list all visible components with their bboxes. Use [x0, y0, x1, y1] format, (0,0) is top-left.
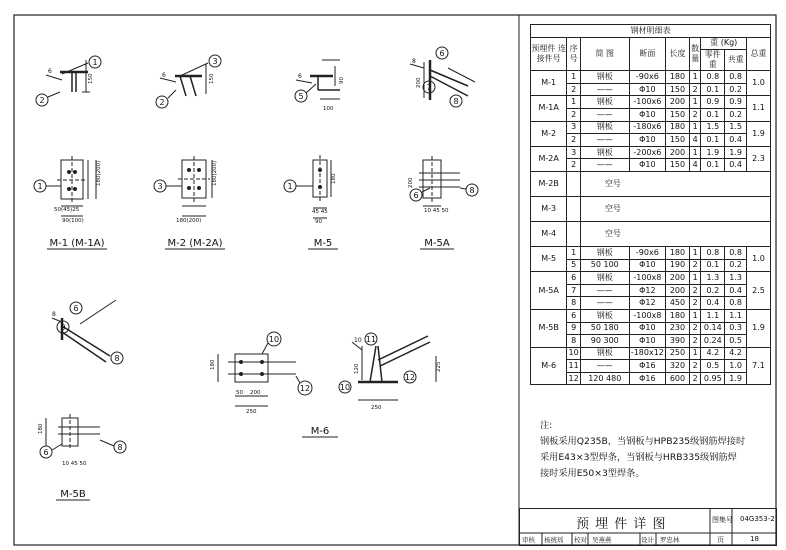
weld-size-3: 6 [298, 73, 302, 80]
weld-size-6: 10 [354, 337, 362, 344]
cell-seq: 2 [567, 83, 581, 96]
cell-seq: 1 [567, 71, 581, 84]
cell-sum-weight: 1.9 [725, 146, 747, 159]
cell-qty: 1 [689, 121, 700, 134]
cell-sketch: 钢板 [580, 146, 629, 159]
cell-length: 180 [666, 121, 690, 134]
table-row [531, 360, 771, 373]
dim-m2-180: 180(200) [212, 160, 218, 186]
cell-length: 150 [666, 134, 690, 147]
cell-length: 150 [666, 108, 690, 121]
cell-seq: 11 [567, 360, 581, 373]
atlas-number: 04G353-2 [740, 515, 775, 523]
cell-qty: 2 [689, 335, 700, 348]
cell-length: 200 [666, 284, 690, 297]
m5b-plan [40, 414, 126, 458]
cell-section: Φ16 [629, 360, 665, 373]
dim-m5a-200: 200 [416, 77, 422, 88]
dim-m5-90b: 90 [315, 219, 322, 225]
cell-sum-weight: 4.2 [725, 347, 747, 360]
table-row [531, 284, 771, 297]
cell-unit-weight: 1.9 [701, 146, 725, 159]
table-row [531, 272, 771, 285]
cell-section: Φ16 [629, 372, 665, 385]
cell-qty: 1 [689, 309, 700, 322]
cell-total: 1.9 [747, 309, 771, 347]
cell-section: Φ10 [629, 159, 665, 172]
cell-sum-weight: 0.2 [725, 108, 747, 121]
dim-m5b-104550: 10 45 50 [62, 461, 87, 467]
col-length: 长度 [666, 37, 690, 71]
review-label: 审核 [522, 536, 535, 544]
cell-sketch: —— [580, 284, 629, 297]
cell-section: Φ12 [629, 284, 665, 297]
col-total: 总重 [747, 37, 771, 71]
cell-unit-weight: 1.3 [701, 272, 725, 285]
table-row [531, 146, 771, 159]
cell-unit-weight: 0.5 [701, 360, 725, 373]
cell-total: 2.5 [747, 272, 771, 310]
cell-sketch: 120 480 [580, 372, 629, 385]
page-label: 页 [717, 536, 724, 544]
cell-total: 2.3 [747, 146, 771, 171]
dim-m6-200: 200 [250, 390, 261, 396]
cell-length: 230 [666, 322, 690, 335]
cell-section: -100x6 [629, 96, 665, 109]
cell-unit-weight: 0.8 [701, 71, 725, 84]
col-unit-weight: 零件重 [701, 50, 725, 71]
cell-section: Φ10 [629, 83, 665, 96]
cell-section: Φ12 [629, 297, 665, 310]
callout-1c: 1 [287, 182, 293, 191]
cell-sketch: —— [580, 83, 629, 96]
review-name: 杨统瑶 [544, 536, 564, 544]
cell-sketch: 钢板 [580, 309, 629, 322]
cell-sum-weight: 0.2 [725, 259, 747, 272]
cell-sketch: 50 100 [580, 259, 629, 272]
cell-qty: 1 [689, 347, 700, 360]
cell-sum-weight: 0.8 [725, 71, 747, 84]
callout-2b: 2 [159, 98, 165, 107]
cell-qty: 2 [689, 83, 700, 96]
cell-unit-weight: 0.95 [701, 372, 725, 385]
cell-sketch: 钢板 [580, 272, 629, 285]
callout-6d: 6 [43, 448, 49, 457]
cell-unit-weight: 0.1 [701, 134, 725, 147]
dim-m6-180: 180 [210, 359, 216, 370]
cell-id: M-4 [531, 221, 567, 246]
dim-m5-4545: 45 45 [312, 209, 328, 215]
cell-seq: 8 [567, 335, 581, 348]
cell-sketch: 钢板 [580, 71, 629, 84]
cell-sketch: 钢板 [580, 121, 629, 134]
cell-qty: 2 [689, 360, 700, 373]
callout-5: 5 [298, 92, 304, 101]
cell-qty: 4 [689, 134, 700, 147]
cell-sketch: 钢板 [580, 96, 629, 109]
cell-total: 7.1 [747, 347, 771, 385]
cell-seq: 12 [567, 372, 581, 385]
dim-m2-150: 150 [209, 73, 215, 84]
cell-length: 190 [666, 259, 690, 272]
cell-seq: 6 [567, 272, 581, 285]
cell-sum-weight: 0.4 [725, 284, 747, 297]
dim-m1-5025: 50(45)25 [54, 207, 80, 213]
weld-size: 6 [48, 68, 52, 75]
cell-seq: 1 [567, 96, 581, 109]
callout-12b: 12 [404, 373, 416, 382]
cell-section: Φ10 [629, 322, 665, 335]
cell-seq: 1 [567, 246, 581, 259]
cell-total: 1.9 [747, 121, 771, 146]
notes [540, 418, 780, 482]
cell-sketch: 钢板 [580, 347, 629, 360]
cell-section: Φ10 [629, 134, 665, 147]
cell-qty: 1 [689, 71, 700, 84]
cell-empty: 空号 [580, 171, 770, 196]
cell-unit-weight: 0.2 [701, 284, 725, 297]
cell-length: 390 [666, 335, 690, 348]
cell-qty: 2 [689, 322, 700, 335]
cell-unit-weight: 4.2 [701, 347, 725, 360]
title-m5: M-5 [313, 238, 333, 249]
check-name: 吴燕燕 [592, 536, 612, 544]
col-id: 预埋件 连接件号 [531, 37, 567, 71]
notes-heading: 注: [540, 420, 553, 431]
cell-section: -100x8 [629, 309, 665, 322]
col-weight: 重 (Kg) [701, 37, 747, 50]
cell-seq: 3 [567, 146, 581, 159]
steel-schedule-table [530, 24, 771, 385]
col-sketch: 简 图 [580, 37, 629, 71]
cell-unit-weight: 0.1 [701, 83, 725, 96]
cell-total: 1.0 [747, 71, 771, 96]
cell-unit-weight: 0.24 [701, 335, 725, 348]
cell-qty: 2 [689, 108, 700, 121]
dim-m1-180: 180(200) [96, 160, 102, 186]
cell-unit-weight: 1.5 [701, 121, 725, 134]
cell-id: M-3 [531, 196, 567, 221]
cell-sum-weight: 1.3 [725, 272, 747, 285]
callout-10b: 10 [339, 383, 351, 392]
cell-section: Φ10 [629, 335, 665, 348]
cell-id: M-6 [531, 347, 567, 385]
dim-m1-150: 150 [88, 73, 94, 84]
dim-m5-100: 100 [323, 106, 334, 112]
col-seq: 序号 [567, 37, 581, 71]
cell-length: 180 [666, 246, 690, 259]
cell-sum-weight: 0.8 [725, 246, 747, 259]
cell-seq: 5 [567, 259, 581, 272]
table-row [531, 297, 771, 310]
callout-9: 9 [60, 323, 66, 332]
page-number: 18 [750, 535, 759, 543]
cell-length: 200 [666, 96, 690, 109]
cell-empty: 空号 [580, 196, 770, 221]
check-label: 校对 [574, 536, 587, 544]
col-section: 断面 [629, 37, 665, 71]
cell-seq: 8 [567, 297, 581, 310]
cell-sketch: —— [580, 134, 629, 147]
cell-sum-weight: 0.8 [725, 297, 747, 310]
cell-total: 1.0 [747, 246, 771, 271]
table-row [531, 322, 771, 335]
dim-m5a-200b: 200 [408, 177, 414, 188]
dim-m6-250b: 250 [371, 405, 382, 411]
cell-unit-weight: 0.9 [701, 96, 725, 109]
table-row [531, 134, 771, 147]
callout-8c: 8 [114, 354, 120, 363]
cell-id: M-2B [531, 171, 567, 196]
cell-seq: 6 [567, 309, 581, 322]
m5b-elevation [52, 300, 123, 364]
table-row [531, 335, 771, 348]
callout-2: 2 [39, 96, 45, 105]
cell-empty: 空号 [580, 221, 770, 246]
m6-plan [218, 332, 312, 406]
cell-qty: 1 [689, 96, 700, 109]
cell-section: Φ10 [629, 259, 665, 272]
cell-id: M-5B [531, 309, 567, 347]
callout-1b: 1 [37, 182, 43, 191]
design-name: 罗忠林 [660, 536, 680, 544]
cell-sum-weight: 0.9 [725, 96, 747, 109]
callout-11: 11 [365, 335, 377, 344]
m2-plan [154, 156, 212, 216]
m5a-plan [410, 156, 478, 206]
dim-m1-90: 90(100) [62, 218, 84, 224]
title-m6: M-6 [310, 426, 330, 437]
dim-m5a-104550: 10 45 50 [424, 208, 449, 214]
cell-seq: 10 [567, 347, 581, 360]
cell-qty: 4 [689, 159, 700, 172]
dim-m6-50: 50 [236, 390, 243, 396]
callout-3: 3 [212, 57, 218, 66]
table-row [531, 221, 771, 246]
cell-sum-weight: 1.0 [725, 360, 747, 373]
notes-line-1: 钢板采用Q235B，当钢板与HPB235级钢筋焊接时 [540, 436, 746, 447]
callout-10: 10 [268, 335, 280, 344]
cell-sketch: —— [580, 108, 629, 121]
cell-unit-weight: 0.8 [701, 246, 725, 259]
cell-sum-weight: 0.2 [725, 83, 747, 96]
table-row [531, 171, 771, 196]
cell-id: M-1 [531, 71, 567, 96]
weld-size-2: 6 [162, 72, 166, 79]
callout-6c: 6 [73, 304, 79, 313]
title-m2: M-2 (M-2A) [167, 238, 223, 249]
title-m5a: M-5A [424, 238, 450, 249]
callout-8b: 8 [469, 186, 475, 195]
table-row [531, 108, 771, 121]
cell-sketch: —— [580, 297, 629, 310]
title-m5b: M-5B [60, 489, 86, 500]
cell-total: 1.1 [747, 96, 771, 121]
atlas-label: 图集号 [712, 516, 733, 524]
cell-id: M-2 [531, 121, 567, 146]
table-row [531, 96, 771, 109]
cell-section: -90x6 [629, 246, 665, 259]
callout-12: 12 [299, 384, 311, 393]
cell-sum-weight: 1.5 [725, 121, 747, 134]
design-label: 设计 [641, 536, 654, 544]
dim-m5b-180: 180 [38, 423, 44, 434]
cell-qty: 2 [689, 372, 700, 385]
cell-length: 150 [666, 159, 690, 172]
cell-seq: 2 [567, 159, 581, 172]
table-title: 钢材明细表 [531, 25, 771, 38]
cell-length: 250 [666, 347, 690, 360]
dim-m6-250: 250 [246, 409, 257, 415]
cell-id: M-2A [531, 146, 567, 171]
callout-3b: 3 [157, 182, 163, 191]
callout-8d: 8 [117, 443, 123, 452]
table-row [531, 309, 771, 322]
cell-seq: 2 [567, 108, 581, 121]
callout-6b: 6 [413, 191, 419, 200]
title-m1: M-1 (M-1A) [49, 238, 105, 249]
col-qty: 数量 [689, 37, 700, 71]
cell-sum-weight: 0.5 [725, 335, 747, 348]
cell-qty: 1 [689, 272, 700, 285]
dim-m6-120: 120 [354, 363, 360, 374]
dim-m5-180: 180 [331, 173, 337, 184]
table-row [531, 372, 771, 385]
cell-unit-weight: 0.1 [701, 108, 725, 121]
table-row [531, 347, 771, 360]
cell-length: 600 [666, 372, 690, 385]
callout-6: 6 [439, 49, 445, 58]
cell-qty: 2 [689, 284, 700, 297]
cell-sketch: 50 180 [580, 322, 629, 335]
cell-section: Φ10 [629, 108, 665, 121]
cell-sketch: —— [580, 159, 629, 172]
cell-length: 150 [666, 83, 690, 96]
cell-qty: 1 [689, 246, 700, 259]
notes-line-2: 采用E43×3型焊条，当钢板与HRB335级钢筋焊 [540, 452, 737, 463]
cell-length: 200 [666, 272, 690, 285]
cell-unit-weight: 0.1 [701, 159, 725, 172]
cell-id: M-5A [531, 272, 567, 310]
table-row [531, 71, 771, 84]
cell-qty: 2 [689, 259, 700, 272]
cell-seq: 7 [567, 284, 581, 297]
cell-sketch: 钢板 [580, 246, 629, 259]
table-row [531, 121, 771, 134]
col-sum-weight: 共重 [725, 50, 747, 71]
drawing-title: 预 埋 件 详 图 [576, 517, 667, 532]
callout-1: 1 [92, 58, 98, 67]
cell-id: M-5 [531, 246, 567, 271]
cell-section: -180x12 [629, 347, 665, 360]
callout-7: 7 [426, 83, 432, 92]
table-row [531, 259, 771, 272]
cell-sum-weight: 1.9 [725, 372, 747, 385]
weld-size-5: 8 [52, 311, 56, 318]
table-row [531, 83, 771, 96]
notes-line-3: 接时采用E50×3型焊条。 [540, 468, 645, 479]
table-row [531, 159, 771, 172]
cell-unit-weight: 1.1 [701, 309, 725, 322]
cell-seq: 3 [567, 121, 581, 134]
cell-sum-weight: 0.4 [725, 159, 747, 172]
cell-qty: 2 [689, 297, 700, 310]
cell-qty: 1 [689, 146, 700, 159]
cell-section: -180x6 [629, 121, 665, 134]
cell-length: 320 [666, 360, 690, 373]
cell-sketch: —— [580, 360, 629, 373]
cell-section: -90x6 [629, 71, 665, 84]
table-row [531, 196, 771, 221]
callout-8: 8 [453, 97, 459, 106]
cell-sum-weight: 1.1 [725, 309, 747, 322]
cell-unit-weight: 0.4 [701, 297, 725, 310]
cell-length: 200 [666, 146, 690, 159]
dim-m2-180b: 180(200) [176, 218, 202, 224]
cell-seq: 2 [567, 134, 581, 147]
title-block [519, 508, 777, 546]
cell-sum-weight: 0.3 [725, 322, 747, 335]
table-row [531, 246, 771, 259]
cell-seq: 9 [567, 322, 581, 335]
cell-id: M-1A [531, 96, 567, 121]
cell-unit-weight: 0.14 [701, 322, 725, 335]
cell-unit-weight: 0.1 [701, 259, 725, 272]
cell-length: 180 [666, 71, 690, 84]
cell-section: -200x6 [629, 146, 665, 159]
weld-size-4: 8 [412, 58, 416, 65]
cell-sketch: 90 300 [580, 335, 629, 348]
cell-length: 180 [666, 309, 690, 322]
dim-m6-225: 225 [436, 361, 442, 372]
dim-m5-90: 90 [339, 77, 345, 84]
cell-length: 450 [666, 297, 690, 310]
cell-section: -100x8 [629, 272, 665, 285]
cell-sum-weight: 0.4 [725, 134, 747, 147]
